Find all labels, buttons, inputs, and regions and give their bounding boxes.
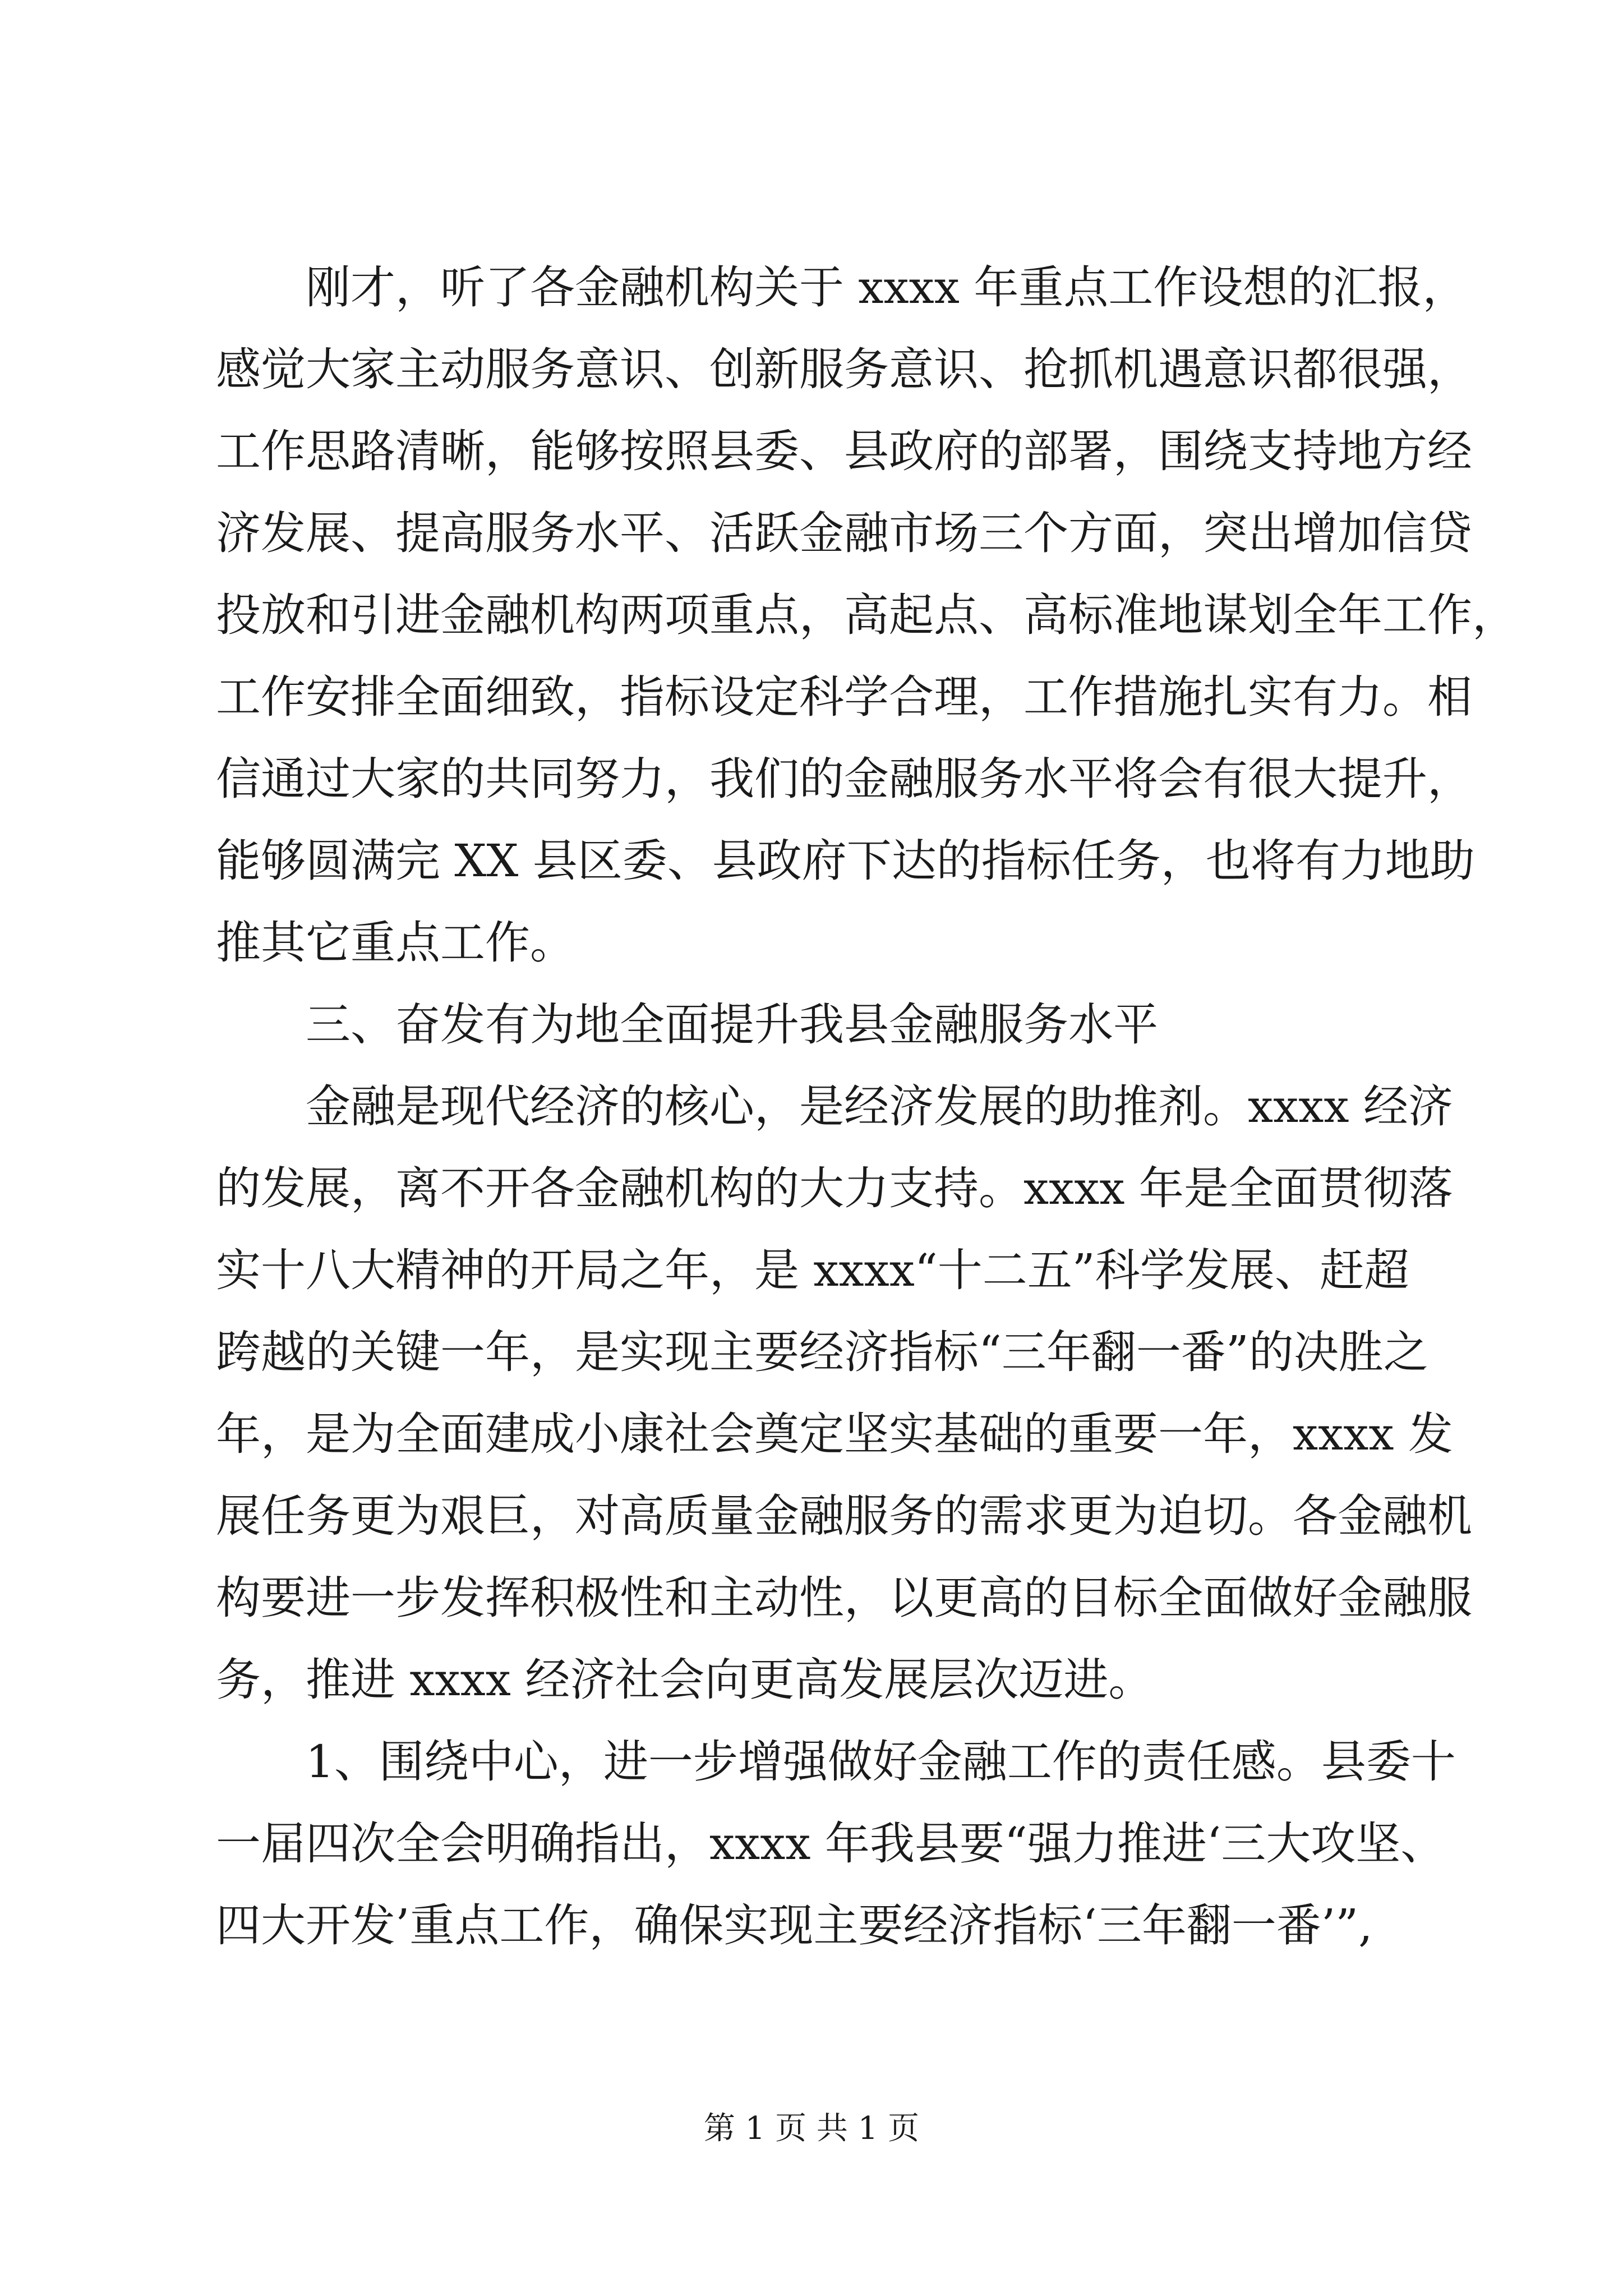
paragraph-1-line-1: 刚才，听了各金融机构关于 xxxx 年重点工作设想的汇报， [306,261,1468,314]
paragraph-2-line-7: 构要进一步发挥积极性和主动性，以更高的目标全面做好金融服 [216,1572,1472,1624]
page-number-label: 第 1 页 共 1 页 [703,2110,920,2147]
paragraph-1-line-9: 推其它重点工作。 [216,917,575,969]
paragraph-1-line-7: 信通过大家的共同努力，我们的金融服务水平将会有很大提升， [216,753,1472,805]
paragraph-2-line-5: 年，是为全面建成小康社会奠定坚实基础的重要一年，xxxx 发 [216,1408,1453,1460]
paragraph-1-line-4: 济发展、提高服务水平、活跃金融市场三个方面，突出增加信贷 [216,507,1472,559]
paragraph-3-line-2: 一届四次全会明确指出，xxxx 年我县要“强力推进‘三大攻坚、 [216,1818,1446,1870]
paragraph-1-line-2: 感觉大家主动服务意识、创新服务意识、抢抓机遇意识都很强， [216,343,1472,395]
paragraph-3-line-1: 1、围绕中心，进一步增强做好金融工作的责任感。县委十 [306,1736,1456,1788]
paragraph-1-line-8: 能够圆满完 XX 县区委、县政府下达的指标任务，也将有力地助 [216,835,1475,887]
paragraph-2-line-1: 金融是现代经济的核心，是经济发展的助推剂。xxxx 经济 [306,1080,1453,1133]
document-body [216,247,1517,1967]
page-footer [0,2109,1623,2148]
paragraph-2-line-6: 展任务更为艰巨，对高质量金融服务的需求更为迫切。各金融机 [216,1490,1472,1542]
paragraph-1-line-5: 投放和引进金融机构两项重点，高起点、高标准地谋划全年工作， [216,589,1517,641]
paragraph-1-line-3: 工作思路清晰，能够按照县委、县政府的部署，围绕支持地方经 [216,425,1472,477]
paragraph-1-line-6: 工作安排全面细致，指标设定科学合理，工作措施扎实有力。相 [216,671,1472,723]
paragraph-3-line-3: 四大开发’重点工作，确保实现主要经济指标‘三年翻一番’”, [216,1899,1373,1952]
paragraph-2-line-3: 实十八大精神的开局之年，是 xxxx“十二五”科学发展、赶超 [216,1244,1409,1296]
paragraph-2-line-2: 的发展，离不开各金融机构的大力支持。xxxx 年是全面贯彻落 [216,1162,1453,1214]
paragraph-2-line-4: 跨越的关键一年，是实现主要经济指标“三年翻一番”的决胜之 [216,1326,1428,1378]
paragraph-2-line-8: 务，推进 xxxx 经济社会向更高发展层次迈进。 [216,1654,1154,1706]
section-heading: 三、奋发有为地全面提升我县金融服务水平 [306,999,1158,1051]
